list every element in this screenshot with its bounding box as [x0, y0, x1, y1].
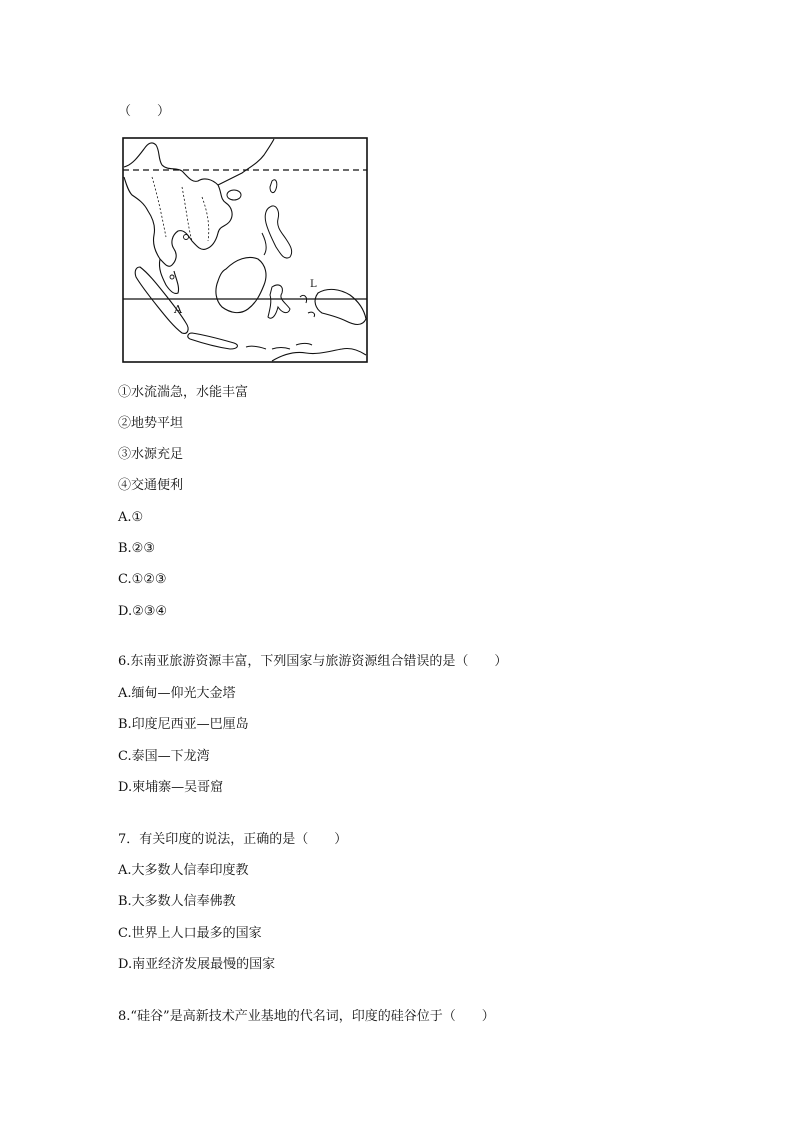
map-label-a: A [174, 303, 182, 316]
option-3: ③水源充足 [118, 447, 184, 462]
option-1: ①水流湍急，水能丰富 [118, 385, 249, 400]
q6-choice-b: B.印度尼西亚—巴厘岛 [118, 717, 249, 732]
answer-bracket: （ ） [118, 104, 171, 119]
q7-choice-c: C.世界上人口最多的国家 [118, 926, 262, 941]
q5-choice-d: D.②③④ [118, 604, 168, 619]
q8-stem: 8.“硅谷”是高新技术产业基地的代名词，印度的硅谷位于（ ） [118, 1009, 495, 1024]
option-4: ④交通便利 [118, 478, 184, 493]
map-label-l: L [310, 279, 317, 290]
q6-choice-d: D.柬埔寨—吴哥窟 [118, 780, 224, 795]
q5-choice-c: C.①②③ [118, 572, 167, 587]
q7-choice-b: B.大多数人信奉佛教 [118, 894, 236, 909]
q6-stem: 6.东南亚旅游资源丰富，下列国家与旅游资源组合错误的是（ ） [118, 654, 508, 669]
q5-choice-b: B.②③ [118, 541, 155, 556]
q6-choice-a: A.缅甸—仰光大金塔 [118, 686, 236, 701]
q7-choice-a: A.大多数人信奉印度教 [118, 863, 249, 878]
q6-choice-c: C.泰国—下龙湾 [118, 749, 210, 764]
q7-stem: 7．有关印度的说法，正确的是（ ） [118, 832, 348, 847]
q7-choice-d: D.南亚经济发展最慢的国家 [118, 957, 276, 972]
option-2: ②地势平坦 [118, 416, 184, 431]
q5-choice-a: A.① [118, 510, 144, 525]
southeast-asia-map [122, 137, 368, 363]
map-figure [122, 137, 368, 363]
